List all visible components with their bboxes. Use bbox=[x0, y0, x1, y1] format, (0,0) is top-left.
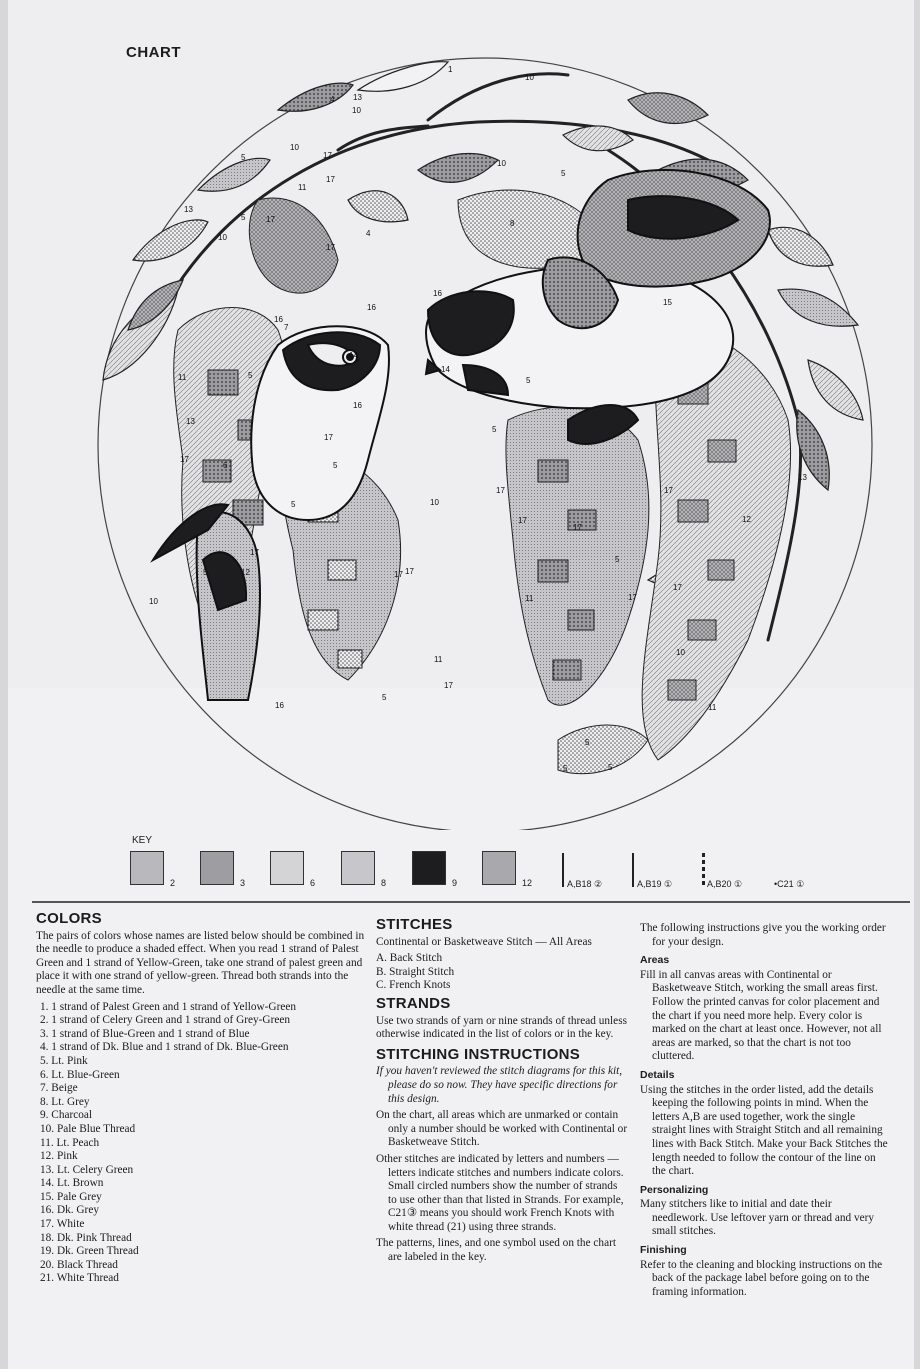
list-item: 3. 1 strand of Blue-Green and 1 strand of Blue bbox=[40, 1027, 250, 1040]
colors-list bbox=[36, 1001, 370, 1286]
list-item: 5. Lt. Pink bbox=[40, 1054, 88, 1067]
chart-region-number: 5 bbox=[615, 555, 620, 564]
key-swatch-num: 12 bbox=[522, 878, 533, 888]
chart-region-number: 17 bbox=[444, 681, 453, 690]
key-swatch-6 bbox=[270, 851, 304, 885]
key-swatch-num: 3 bbox=[240, 878, 246, 888]
chart-region-number: 13 bbox=[184, 205, 193, 214]
chart-region-number: 11 bbox=[178, 373, 187, 382]
wisteria-chickadee-chart bbox=[8, 0, 914, 830]
chart-region-number: 5 bbox=[248, 371, 253, 380]
chart-region-number: 17 bbox=[496, 486, 505, 495]
personalizing-text: Many stitchers like to initial and date their needlework. Use leftover yarn or thread and very small stitches. bbox=[640, 1198, 875, 1238]
list-item: 1. 1 strand of Palest Green and 1 strand of Yellow-Green bbox=[40, 1000, 297, 1013]
chart-region-number: 17 bbox=[573, 523, 582, 532]
key-swatch-num: 8 bbox=[381, 878, 387, 888]
chart-region-number: 12 bbox=[241, 568, 250, 577]
chart-region-number: 5 bbox=[382, 693, 387, 702]
key-symbol-label: •C21 ① bbox=[774, 879, 805, 889]
chart-region-number: 5 bbox=[585, 738, 590, 747]
chart-region-number: 11 bbox=[434, 655, 443, 664]
chart-region-number: 16 bbox=[433, 289, 442, 298]
details-heading: Details bbox=[640, 1068, 675, 1081]
finishing-text: Refer to the cleaning and blocking instructions on the back of the package label before going on to the framing information. bbox=[640, 1258, 883, 1298]
instruction-page bbox=[8, 0, 914, 1369]
chart-region-number: 5 bbox=[241, 153, 246, 162]
chart-region-number: 11 bbox=[708, 703, 717, 712]
list-item: 12. Pink bbox=[40, 1150, 78, 1163]
chart-heading: CHART bbox=[126, 44, 181, 61]
chart-region-number: 10 bbox=[430, 498, 439, 507]
list-item: 8. Lt. Grey bbox=[40, 1095, 90, 1108]
chart-region-number: 17 bbox=[180, 455, 189, 464]
strands-text: Use two strands of yarn or nine strands of thread unless otherwise indicated in the list of colors or in the key. bbox=[376, 1014, 627, 1041]
list-item: 15. Pale Grey bbox=[40, 1190, 102, 1203]
working-order-intro: The following instructions give you the working order for your design. bbox=[640, 922, 886, 948]
key-swatch-3 bbox=[200, 851, 234, 885]
chart-region-number: 17 bbox=[405, 567, 414, 576]
stitching-note: If you haven't reviewed the stitch diagrams for this kit, please do so now. They have specific directions for this design. bbox=[376, 1065, 623, 1105]
chart-region-number: 5 bbox=[291, 500, 296, 509]
areas-text: Fill in all canvas areas with Continental or Basketweave Stitch, working the small areas first. Follow the printed canvas for color placement and the chart if you need more help. Every color is marked on the chart at least once. However, not all areas are marked, so that the chart is not too cluttered. bbox=[640, 968, 882, 1063]
colors-heading: COLORS bbox=[36, 910, 102, 927]
chart-region-number: 5 bbox=[492, 425, 497, 434]
list-item: 11. Lt. Peach bbox=[40, 1136, 100, 1149]
chart-region-number: 17 bbox=[266, 215, 275, 224]
list-item: 19. Dk. Green Thread bbox=[40, 1245, 139, 1258]
colors-column bbox=[36, 912, 370, 1286]
list-item: 21. White Thread bbox=[40, 1272, 119, 1285]
chart-region-number: 4 bbox=[366, 229, 371, 238]
chart-region-number: 7 bbox=[284, 323, 289, 332]
personalizing-heading: Personalizing bbox=[640, 1183, 709, 1196]
key-swatch-num: 9 bbox=[452, 878, 458, 888]
key-label: KEY bbox=[132, 835, 153, 846]
chart-region-number: 17 bbox=[250, 548, 259, 557]
details-text: Using the stitches in the order listed, add the details keeping the following points in mind. When the letters A,B are used together, work the single straight lines with Straight Stitch and all remaining lines with Back Stitch. Make your Back Stitches the length needed to follow the contour of the line on the chart. bbox=[640, 1083, 888, 1178]
chart-region-number: 5 bbox=[241, 213, 246, 222]
stitching-p1: On the chart, all areas which are unmarked or contain only a number should be worked with Continental or Basketweave Stitch. bbox=[376, 1109, 628, 1149]
list-item: 18. Dk. Pink Thread bbox=[40, 1231, 132, 1244]
stitch-item: C. French Knots bbox=[376, 979, 451, 992]
key-swatch-num: 6 bbox=[310, 878, 316, 888]
chart-region-number: 16 bbox=[274, 315, 283, 324]
section-divider bbox=[32, 901, 910, 903]
chart-region-number: 10 bbox=[497, 159, 506, 168]
chart-region-number: 13 bbox=[186, 417, 195, 426]
chart-region-number: 5 bbox=[608, 763, 613, 772]
list-item: 6. Lt. Blue-Green bbox=[40, 1068, 120, 1081]
stitch-item: A. Back Stitch bbox=[376, 952, 443, 965]
stitches-heading: STITCHES bbox=[376, 916, 453, 933]
chart-region-number: 10 bbox=[352, 106, 361, 115]
list-item: 17. White bbox=[40, 1218, 85, 1231]
list-item: 16. Dk. Grey bbox=[40, 1204, 99, 1217]
chart-region-number: 5 bbox=[333, 461, 338, 470]
strands-heading: STRANDS bbox=[376, 994, 451, 1012]
chart-region-number: 17 bbox=[326, 175, 335, 184]
chart-region-number: 4 bbox=[330, 95, 335, 104]
chart-region-number: 1 bbox=[448, 65, 453, 74]
key-swatch-9 bbox=[412, 851, 446, 885]
stitch-item: B. Straight Stitch bbox=[376, 965, 455, 978]
chart-region-number: 16 bbox=[275, 701, 284, 710]
finishing-heading: Finishing bbox=[640, 1244, 687, 1257]
chart-region-number: 16 bbox=[367, 303, 376, 312]
chart-region-number: 15 bbox=[663, 298, 672, 307]
key-swatch-12 bbox=[482, 851, 516, 885]
list-item: 13. Lt. Celery Green bbox=[40, 1163, 134, 1176]
chart-region-number: 17 bbox=[628, 593, 637, 602]
chart-region-number: 16 bbox=[353, 401, 362, 410]
chart-region-number: 14 bbox=[349, 351, 358, 360]
chart-region-number: 10 bbox=[149, 597, 158, 606]
list-item: 4. 1 strand of Dk. Blue and 1 strand of Dk. Blue-Green bbox=[40, 1041, 289, 1054]
colors-intro: The pairs of colors whose names are listed below should be combined in the needle to produce a shaded effect. When you read 1 strand of Palest Green and 1 strand of Yellow-Green, take one strand of palest green and place it with one strand of yellow-green. Thread both strands into the needle at the same time. bbox=[36, 929, 365, 996]
stitches-intro: Continental or Basketweave Stitch — All Areas bbox=[376, 935, 592, 948]
chart-region-number: 17 bbox=[518, 516, 527, 525]
chart-region-number: 17 bbox=[324, 433, 333, 442]
chart-region-number: 11 bbox=[298, 183, 307, 192]
chart-region-number: 12 bbox=[742, 515, 751, 524]
stitching-instructions-heading: STITCHING INSTRUCTIONS bbox=[376, 1045, 581, 1063]
chart-region-number: 5 bbox=[526, 376, 531, 385]
list-item: 9. Charcoal bbox=[40, 1109, 93, 1122]
chart-region-number: 10 bbox=[525, 73, 534, 82]
list-item: 2. 1 strand of Celery Green and 1 strand of Grey-Green bbox=[40, 1014, 291, 1027]
chart-region-number: 5 bbox=[563, 764, 568, 773]
list-item: 10. Pale Blue Thread bbox=[40, 1122, 136, 1135]
key-line-label: A,B20 ① bbox=[707, 879, 743, 889]
stitching-p2: Other stitches are indicated by letters and numbers — letters indicate stitches and numbers indicate colors. Small circled numbers show the number of strands to use other than that listed in Strands. For example, C21③ means you should work French Knots with white thread (21) using three strands. bbox=[376, 1152, 624, 1233]
chart-region-number: 17 bbox=[394, 570, 403, 579]
chart-region-number: 6 bbox=[223, 461, 228, 470]
key-line-label: A,B19 ① bbox=[637, 879, 673, 889]
key-swatch-num: 2 bbox=[170, 878, 176, 888]
list-item: 20. Black Thread bbox=[40, 1258, 118, 1271]
stitches-column bbox=[376, 918, 628, 1268]
key-swatch-8 bbox=[341, 851, 375, 885]
chart-region-number: 17 bbox=[664, 486, 673, 495]
chart-region-number: 11 bbox=[525, 594, 534, 603]
chart-region-number: 17 bbox=[326, 243, 335, 252]
key-line-label: A,B18 ② bbox=[567, 879, 603, 889]
chart-region-number: 13 bbox=[353, 93, 362, 102]
chart-region-number: 10 bbox=[290, 143, 299, 152]
list-item: 7. Beige bbox=[40, 1082, 78, 1095]
chart-region-number: 13 bbox=[798, 473, 807, 482]
chart-region-number: 10 bbox=[676, 648, 685, 657]
chart-region-number: 17 bbox=[673, 583, 682, 592]
areas-heading: Areas bbox=[640, 954, 670, 967]
chart-region-number: 8 bbox=[510, 219, 515, 228]
stitching-p3: The patterns, lines, and one symbol used on the chart are labeled in the key. bbox=[376, 1237, 616, 1264]
chart-region-number: 17 bbox=[323, 151, 332, 160]
chart-region-number: 10 bbox=[218, 233, 227, 242]
list-item: 14. Lt. Brown bbox=[40, 1177, 104, 1190]
chart-region-number: 5 bbox=[203, 568, 208, 577]
key-swatch-2 bbox=[130, 851, 164, 885]
working-order-column bbox=[640, 922, 890, 1302]
chart-region-number: 5 bbox=[561, 169, 566, 178]
chart-region-number: 14 bbox=[441, 365, 450, 374]
